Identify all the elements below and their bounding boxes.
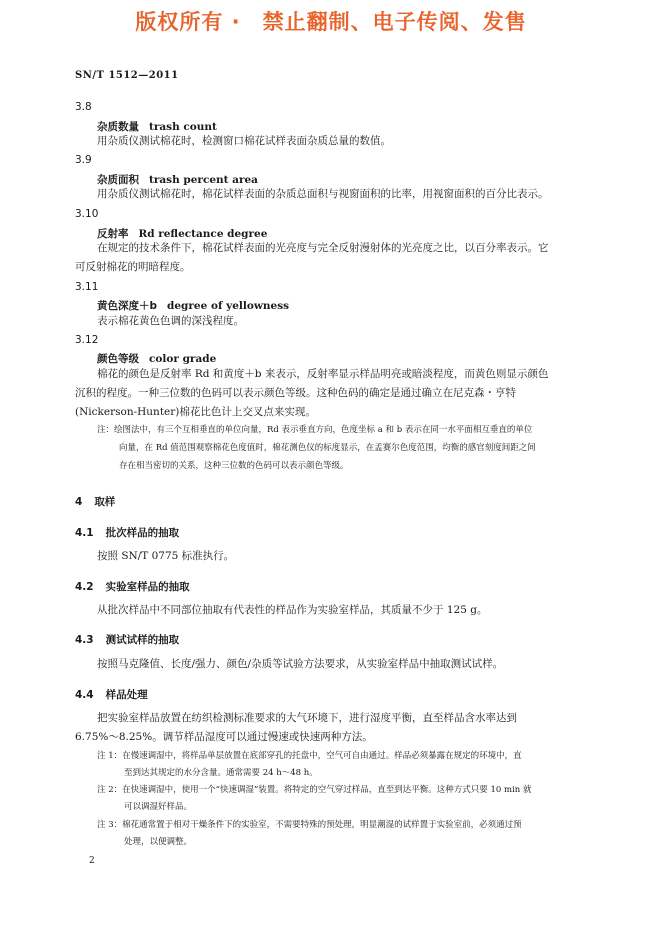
term-zh: 反射率 [97,228,129,240]
term-definition: 表示棉花黄色色调的深浅程度。 [97,315,244,327]
term-zh: 颜色等级 [97,353,139,365]
note-line: 存在相当密切的关系，这种三位数的色码可以表示颜色等级。 [119,461,349,471]
term-definition: 用杂质仪测试棉花时，棉花试样表面的杂质总面积与视窗面积的比率，用视窗面积的百分比表示。 [97,188,549,200]
term-zh: 黄色深度＋b [97,300,158,312]
subsection-number: 4.2 [75,581,94,593]
section-title: 取样 [94,496,116,508]
note-line: 注 2：在快速调湿中，使用一个“快速调湿”装置。将特定的空气穿过样品，直至到达平衡。这种方式只要 10 min 就 [97,785,532,795]
term-definition: 棉花的颜色是反射率 Rd 和黄度＋b 来表示，反射率显示样品明亮或暗淡程度，而黄色则显示颜色 [97,368,549,380]
note-line: 注 1：在慢速调湿中，将样品单层放置在底部穿孔的托盘中，空气可自由通过。样品必须暴露在规定的环境中，直 [97,751,522,761]
term-definition: 用杂质仪测试棉花时，检测窗口棉花试样表面杂质总量的数值。 [97,135,391,147]
note-line: 注 3：棉花通常置于相对干燥条件下的实验室，不需要特殊的预处理，明显潮湿的试样置于实验室前，必须通过预 [97,820,522,830]
term-zh: 杂质面积 [97,174,139,186]
subsection-number: 4.3 [75,634,94,646]
term-definition: 在规定的技术条件下，棉花试样表面的光亮度与完全反射漫射体的光亮度之比，以百分率表示。它 [97,242,549,254]
term-definition: (Nickerson-Hunter)棉花比色计上交叉点来实现。 [75,406,316,418]
copyright-banner: 版权所有 · 禁止翻制、电子传阅、发售 [135,10,527,34]
term-number: 3.8 [75,101,92,113]
paragraph: 把实验室样品放置在纺织检测标准要求的大气环境下，进行湿度平衡，直至样品含水率达到 [97,712,517,724]
standard-number: SN/T 1512—2011 [75,70,179,81]
subsection-heading [75,525,179,540]
paragraph: 按照 SN/T 0775 标准执行。 [97,550,235,562]
subsection-title: 批次样品的抽取 [105,527,180,539]
term-definition: 沉积的程度。一种三位数的色码可以表示颜色等级。这种色码的确定是通过确立在尼克森・亨特 [75,387,516,399]
section-heading [75,494,115,509]
section-number: 4 [75,496,83,508]
term-definition: 可反射棉花的明暗程度。 [75,261,191,273]
term-number: 3.10 [75,208,99,220]
subsection-title: 实验室样品的抽取 [105,581,190,593]
term-zh: 杂质数量 [97,121,139,133]
paragraph: 按照马克隆值、长度/强力、颜色/杂质等试验方法要求，从实验室样品中抽取测试试样。 [97,658,504,670]
term-en: trash percent area [149,174,258,186]
paragraph: 6.75%～8.25%。调节样品湿度可以通过慢速或快速两种方法。 [75,731,373,743]
note-line: 可以调湿好样品。 [124,802,193,812]
term-en: color grade [149,353,217,365]
subsection-heading [75,687,148,702]
note-line: 向量，在 Rd 值范围观察棉花色度值时，棉花测色仪的标度显示，在孟赛尔色度范围，均衡的感官刻度间距之间 [119,443,536,453]
subsection-number: 4.1 [75,527,94,539]
subsection-title: 样品处理 [105,689,148,701]
term-number: 3.9 [75,154,92,166]
term-en: degree of yellowness [167,300,290,312]
note-line: 处理，以便调整。 [124,837,193,847]
subsection-heading [75,579,190,594]
subsection-number: 4.4 [75,689,94,701]
term-number: 3.12 [75,334,99,346]
term-title [97,351,216,366]
term-en: trash count [149,121,217,133]
note-line: 注：绘图法中，有三个互相垂直的单位向量，Rd 表示垂直方向，色度坐标 a 和 b 表示在同一水平面相互垂直的单位 [97,425,533,435]
term-title [97,298,289,313]
subsection-heading [75,632,179,647]
paragraph: 从批次样品中不同部位抽取有代表性的样品作为实验室样品，其质量不少于 125 g。 [97,604,488,616]
page-number: 2 [89,856,95,866]
term-en: Rd reflectance degree [138,228,268,240]
note-line: 至到达其规定的水分含量。通常需要 24 h～48 h。 [124,768,318,778]
term-number: 3.11 [75,281,99,293]
subsection-title: 测试试样的抽取 [105,634,180,646]
